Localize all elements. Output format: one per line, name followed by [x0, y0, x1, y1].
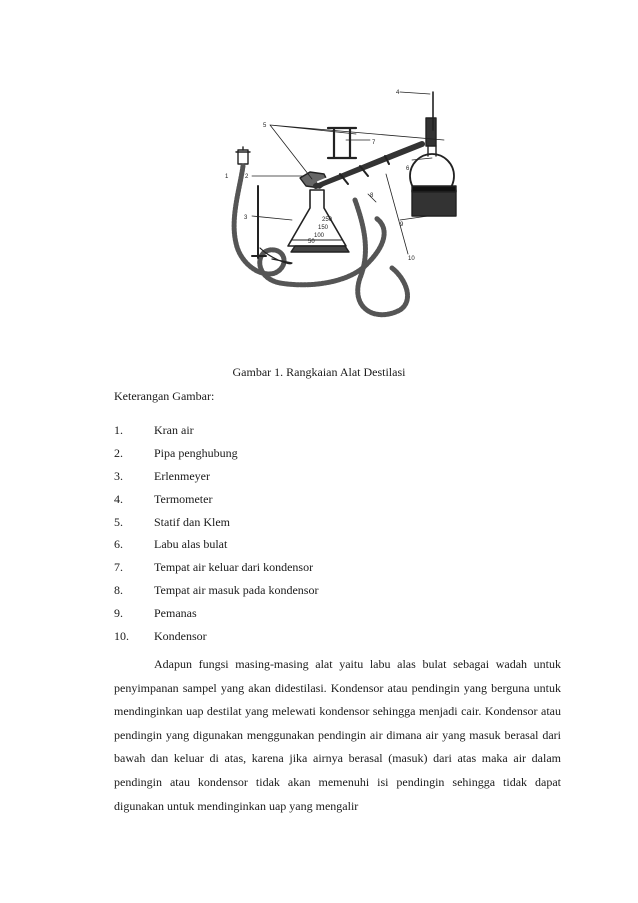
round-bottom-flask-drawing	[410, 118, 456, 216]
list-item-number: 8.	[114, 583, 123, 598]
legend-heading: Keterangan Gambar:	[114, 389, 215, 403]
figure-caption: Gambar 1. Rangkaian Alat Destilasi	[232, 365, 406, 379]
water-tap-drawing	[236, 147, 250, 164]
list-item-number: 4.	[114, 491, 123, 506]
figure-label-5: 5	[263, 123, 267, 129]
list-item-number: 2.	[114, 445, 123, 460]
svg-text:100: 100	[314, 233, 325, 239]
list-item-text: Statif dan Klem	[154, 514, 230, 529]
svg-text:150: 150	[318, 225, 329, 231]
erlenmeyer-flask-drawing	[288, 190, 349, 252]
list-item-number: 7.	[114, 560, 123, 575]
svg-text:250: 250	[322, 217, 333, 223]
figure-label-9: 9	[400, 222, 404, 228]
list-item-text: Pipa penghubung	[154, 445, 238, 460]
list-item-number: 5.	[114, 514, 123, 529]
list-item-number: 6.	[114, 537, 123, 552]
list-item-text: Tempat air masuk pada kondensor	[154, 583, 319, 598]
list-item-text: Labu alas bulat	[154, 537, 228, 552]
list-item-number: 3.	[114, 468, 123, 483]
list-item-number: 10.	[114, 629, 129, 644]
list-item-text: Termometer	[154, 491, 213, 506]
figure-label-4: 4	[396, 90, 400, 96]
figure-label-6: 6	[406, 166, 410, 172]
figure-label-3: 3	[244, 215, 248, 221]
figure-label-1: 1	[225, 174, 229, 180]
list-item-number: 1.	[114, 423, 123, 437]
figure-label-8: 8	[370, 193, 374, 199]
figure-label-10: 10	[408, 256, 415, 262]
distillation-apparatus-figure	[200, 78, 470, 340]
list-item-text: Kondensor	[154, 629, 207, 644]
list-item-text: Kran air	[154, 423, 194, 437]
list-item-text: Tempat air keluar dari kondensor	[154, 560, 314, 575]
list-item-text: Erlenmeyer	[154, 468, 210, 483]
figure-label-7: 7	[372, 140, 376, 146]
body-paragraph: Adapun fungsi masing-masing alat yaitu labu alas bulat sebagai wadah untuk penyimpanan sampel yang akan didestilasi. Kondensor atau pendingin yang berguna untuk mendinginkan uap destilat yang melewati kondensor sehingga menjadi cair. Kondensor atau pendingin yang digunakan menggunakan pendingin air dimana air yang masuk berasal dari bawah dan keluar di atas, karena jika airnya berasal (masuk) dari atas maka air dalam pendingin atau kondensor tidak akan memenuhi isi pendingin sehingga tidak dapat digunakan untuk mendinginkan uap yang mengalir	[114, 657, 561, 813]
list-item-text: Pemanas	[154, 606, 197, 621]
stand-drawing	[252, 186, 266, 258]
list-item-number: 9.	[114, 606, 123, 621]
figure-label-2: 2	[245, 174, 249, 180]
svg-text:50: 50	[308, 239, 315, 245]
condenser-drawing	[316, 140, 422, 186]
